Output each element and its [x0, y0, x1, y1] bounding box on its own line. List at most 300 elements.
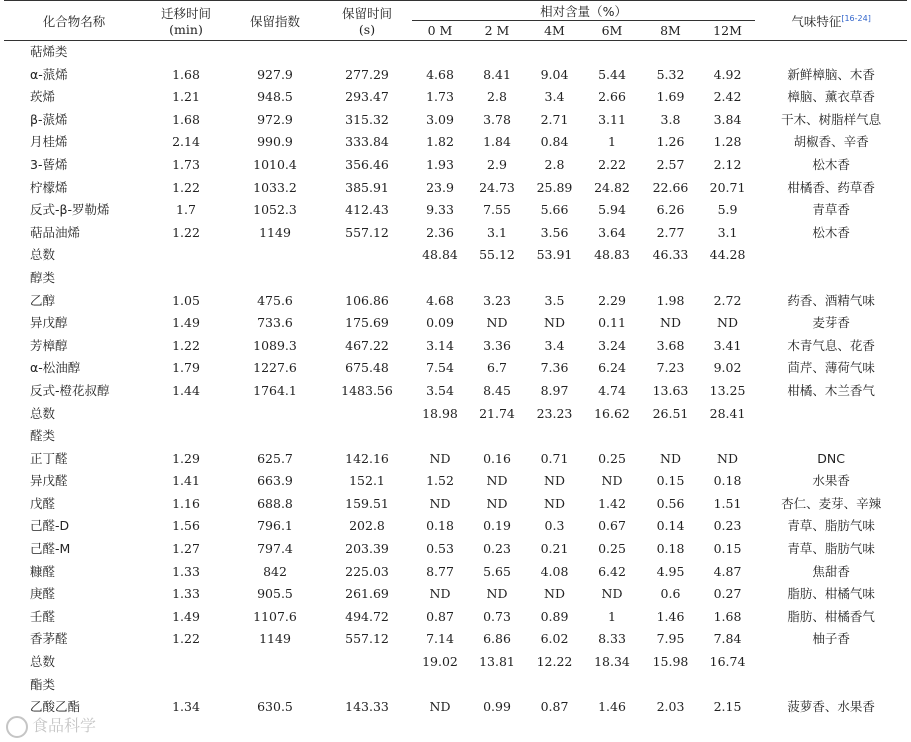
empty-cell [228, 674, 322, 697]
table-row [4, 290, 907, 313]
content-cell: 8.41 [483, 66, 511, 82]
content-cell: 0.84 [540, 134, 569, 150]
table-row [4, 199, 907, 222]
migration-time-cell: 1.49 [172, 608, 200, 624]
content-cell: ND [486, 315, 508, 331]
content-cell: 5.32 [656, 66, 685, 82]
content-cell: 1.52 [426, 473, 454, 489]
retention-index-cell: 1010.4 [253, 156, 297, 172]
empty-cell [526, 674, 583, 697]
content-cell: 3.23 [483, 292, 511, 308]
empty-cell [468, 425, 526, 448]
content-cell: 48.83 [594, 247, 630, 263]
odor-cell: 木青气息、花香 [787, 337, 875, 353]
content-cell: 1.28 [713, 134, 742, 150]
category-label: 醇类 [30, 269, 56, 285]
retention-index-cell: 630.5 [257, 699, 293, 715]
retention-index-cell: 797.4 [257, 541, 293, 557]
compound-name: 芳樟醇 [30, 337, 68, 353]
content-cell: 2.12 [713, 156, 742, 172]
table-body [4, 41, 907, 719]
content-cell: 0.53 [426, 541, 454, 557]
table-row [4, 583, 907, 606]
retention-time-cell: 175.69 [345, 315, 389, 331]
content-cell: 3.54 [426, 382, 454, 398]
compound-name: α-松油醇 [30, 360, 81, 376]
compound-name: 3-蒈烯 [30, 156, 68, 172]
content-cell: 44.28 [709, 247, 746, 263]
content-cell: 7.14 [426, 631, 454, 647]
content-cell: 3.4 [544, 337, 565, 353]
content-cell: 4.68 [426, 292, 454, 308]
odor-cell: 菠萝香、水果香 [787, 699, 875, 715]
content-cell: 0.15 [713, 541, 742, 557]
odor-cell: 茴芹、薄荷气味 [787, 360, 875, 376]
table-row [4, 312, 907, 335]
header-retention-time-unit: (s) [358, 22, 376, 37]
content-cell: 23.9 [426, 179, 454, 195]
retention-time-cell: 159.51 [345, 495, 389, 511]
retention-index-cell: 663.9 [257, 473, 293, 489]
content-cell: 25.89 [536, 179, 573, 195]
content-cell: 0.11 [598, 315, 626, 331]
content-cell: ND [486, 473, 508, 489]
content-cell: 16.74 [709, 654, 746, 670]
content-cell: 0.23 [713, 518, 742, 534]
header-name: 化合物名称 [4, 1, 144, 41]
content-cell: 3.09 [426, 111, 454, 127]
content-cell: 1.46 [656, 608, 685, 624]
content-cell: 2.57 [656, 156, 685, 172]
compound-name: 乙酸乙酯 [30, 699, 81, 715]
retention-time-cell: 385.91 [345, 179, 389, 195]
odor-cell: 青草、脂肪气味 [787, 518, 875, 534]
content-cell: ND [544, 473, 565, 489]
content-cell: 0.18 [426, 518, 454, 534]
table-row [4, 470, 907, 493]
retention-time-cell: 203.39 [345, 541, 389, 557]
content-cell: 0.14 [656, 518, 685, 534]
empty-cell [583, 425, 641, 448]
odor-cell: 干木、树脂样气息 [781, 111, 882, 127]
content-cell: 0.3 [544, 518, 565, 534]
content-cell: 1.98 [656, 292, 685, 308]
retention-index-cell: 1107.6 [253, 608, 297, 624]
empty-cell [228, 244, 322, 267]
migration-time-cell: 1.27 [172, 541, 200, 557]
empty-cell [322, 651, 412, 674]
empty-cell [144, 674, 228, 697]
category-row [4, 425, 907, 448]
compound-name: α-蒎烯 [30, 66, 68, 82]
empty-cell [700, 41, 755, 64]
empty-cell [526, 267, 583, 290]
empty-cell [144, 244, 228, 267]
compound-name: 糠醛 [30, 563, 56, 579]
empty-cell [755, 41, 907, 64]
category-label: 酯类 [30, 676, 56, 692]
empty-cell [583, 267, 641, 290]
retention-index-cell: 1052.3 [253, 202, 297, 218]
content-cell: 3.41 [713, 337, 742, 353]
empty-cell [412, 425, 468, 448]
content-cell: 53.91 [536, 247, 573, 263]
content-cell: 2.15 [713, 699, 742, 715]
retention-index-cell: 905.5 [257, 586, 293, 602]
content-cell: ND [429, 450, 451, 466]
content-cell: ND [544, 495, 565, 511]
empty-cell [322, 403, 412, 426]
empty-cell [755, 674, 907, 697]
content-cell: 2.29 [598, 292, 626, 308]
empty-cell [322, 425, 412, 448]
content-cell: 1 [608, 608, 616, 624]
content-cell: 2.71 [540, 111, 569, 127]
empty-cell [322, 674, 412, 697]
content-cell: 1.69 [656, 89, 685, 105]
retention-index-cell: 972.9 [257, 111, 293, 127]
table-row [4, 86, 907, 109]
migration-time-cell: 1.56 [172, 518, 200, 534]
compound-name: 萜品油烯 [30, 224, 81, 240]
content-cell: ND [429, 699, 451, 715]
content-cell: 19.02 [422, 654, 458, 670]
compound-name: 乙醇 [30, 292, 56, 308]
content-cell: 7.55 [483, 202, 511, 218]
empty-cell [144, 267, 228, 290]
empty-cell [526, 41, 583, 64]
total-label: 总数 [30, 405, 56, 421]
retention-index-cell: 927.9 [257, 66, 293, 82]
content-cell: 6.02 [540, 631, 569, 647]
retention-index-cell: 1149 [259, 224, 291, 240]
header-retention-time [322, 1, 412, 41]
migration-time-cell: 1.44 [172, 382, 200, 398]
content-cell: 12.22 [536, 654, 573, 670]
content-cell: 1.68 [713, 608, 742, 624]
content-cell: 2.72 [713, 292, 742, 308]
compound-name: 戊醛 [30, 495, 56, 511]
content-cell: ND [660, 315, 681, 331]
content-cell: 2.8 [544, 156, 565, 172]
retention-index-cell: 1089.3 [253, 337, 297, 353]
empty-cell [755, 651, 907, 674]
content-cell: 0.73 [483, 608, 511, 624]
content-cell: 3.8 [660, 111, 681, 127]
content-cell: 0.23 [483, 541, 511, 557]
content-cell: 0.99 [483, 699, 511, 715]
retention-index-cell: 796.1 [257, 518, 293, 534]
content-cell: 2.66 [598, 89, 626, 105]
table-row [4, 561, 907, 584]
retention-time-cell: 293.47 [345, 89, 389, 105]
compound-name: 异戊醛 [30, 473, 68, 489]
content-cell: 3.11 [598, 111, 626, 127]
empty-cell [468, 267, 526, 290]
odor-cell: 樟脑、薰衣草香 [787, 89, 875, 105]
retention-time-cell: 467.22 [345, 337, 389, 353]
empty-cell [468, 674, 526, 697]
content-cell: 23.23 [536, 405, 573, 421]
content-cell: 3.84 [713, 111, 742, 127]
content-cell: ND [601, 586, 623, 602]
empty-cell [322, 267, 412, 290]
table-row [4, 335, 907, 358]
total-label: 总数 [30, 654, 56, 670]
odor-cell: 松木香 [812, 156, 850, 172]
retention-time-cell: 143.33 [345, 699, 389, 715]
empty-cell [641, 41, 700, 64]
table-row [4, 696, 907, 719]
content-cell: 16.62 [594, 405, 630, 421]
content-cell: 5.9 [717, 202, 738, 218]
content-cell: 13.81 [479, 654, 515, 670]
content-cell: 3.1 [487, 224, 507, 240]
content-cell: 18.34 [594, 654, 630, 670]
table-row [4, 380, 907, 403]
empty-cell [641, 674, 700, 697]
total-row [4, 244, 907, 267]
migration-time-cell: 1.49 [172, 315, 200, 331]
empty-cell [755, 244, 907, 267]
retention-time-cell: 152.1 [349, 473, 385, 489]
content-cell: 5.66 [540, 202, 569, 218]
content-cell: 3.68 [656, 337, 685, 353]
content-cell: 0.15 [656, 473, 685, 489]
empty-cell [641, 267, 700, 290]
header-month: 12M [700, 21, 755, 41]
content-cell: 3.64 [598, 224, 626, 240]
compound-table [4, 0, 907, 719]
content-cell: 7.36 [540, 360, 569, 376]
content-cell: 24.73 [479, 179, 515, 195]
table-row [4, 448, 907, 471]
content-cell: 13.25 [709, 382, 746, 398]
migration-time-cell: 1.22 [172, 337, 200, 353]
content-cell: 4.68 [426, 66, 454, 82]
table-row [4, 538, 907, 561]
empty-cell [412, 267, 468, 290]
migration-time-cell: 1.33 [172, 586, 200, 602]
content-cell: 8.77 [426, 563, 454, 579]
migration-time-cell: 1.05 [172, 292, 200, 308]
content-cell: ND [601, 473, 623, 489]
header-month: 0 M [412, 21, 468, 41]
category-label: 醛类 [30, 428, 56, 444]
empty-cell [583, 674, 641, 697]
retention-time-cell: 202.8 [349, 518, 385, 534]
odor-cell: 松木香 [812, 224, 850, 240]
content-cell: 0.89 [540, 608, 569, 624]
retention-time-cell: 261.69 [345, 586, 389, 602]
content-cell: 5.94 [598, 202, 626, 218]
retention-time-cell: 1483.56 [341, 382, 393, 398]
odor-cell: 胡椒香、辛香 [793, 134, 869, 150]
retention-time-cell: 142.16 [345, 450, 389, 466]
odor-cell: 新鲜樟脑、木香 [787, 66, 875, 82]
retention-index-cell: 990.9 [257, 134, 293, 150]
retention-time-cell: 106.86 [345, 292, 389, 308]
content-cell: 0.25 [598, 450, 626, 466]
content-cell: 6.42 [598, 563, 626, 579]
content-cell: 1 [608, 134, 616, 150]
content-cell: ND [429, 495, 451, 511]
odor-cell: 药香、酒精气味 [787, 292, 875, 308]
content-cell: 22.66 [652, 179, 689, 195]
content-cell: 8.45 [483, 382, 511, 398]
migration-time-cell: 1.73 [172, 156, 200, 172]
content-cell: ND [429, 586, 451, 602]
retention-index-cell: 475.6 [257, 292, 293, 308]
content-cell: 2.42 [713, 89, 742, 105]
compound-name: 柠檬烯 [30, 179, 68, 195]
content-cell: 1.93 [426, 156, 454, 172]
table-row [4, 109, 907, 132]
empty-cell [322, 244, 412, 267]
compound-name: 月桂烯 [30, 134, 68, 150]
content-cell: 18.98 [422, 405, 458, 421]
watermark-text: 食品科学 [32, 716, 97, 735]
content-cell: 4.92 [713, 66, 742, 82]
retention-index-cell: 733.6 [257, 315, 293, 331]
odor-cell: 柑橘、木兰香气 [787, 382, 875, 398]
content-cell: 7.54 [426, 360, 454, 376]
header-month: 6M [583, 21, 641, 41]
empty-cell [412, 41, 468, 64]
content-cell: 6.86 [483, 631, 511, 647]
content-cell: 3.5 [544, 292, 565, 308]
odor-cell: 青草香 [812, 202, 850, 218]
content-cell: 9.04 [540, 66, 569, 82]
table-row [4, 628, 907, 651]
migration-time-cell: 1.34 [172, 699, 200, 715]
retention-index-cell: 1149 [259, 631, 291, 647]
migration-time-cell: 1.29 [172, 450, 200, 466]
migration-time-cell: 1.33 [172, 563, 200, 579]
retention-time-cell: 315.32 [345, 111, 389, 127]
content-cell: 3.36 [483, 337, 511, 353]
header-month: 4M [526, 21, 583, 41]
content-cell: 6.7 [487, 360, 507, 376]
empty-cell [641, 425, 700, 448]
content-cell: 8.33 [598, 631, 626, 647]
content-cell: 24.82 [594, 179, 630, 195]
header-odor-ref: [16-24] [841, 13, 871, 23]
compound-name: 反式-β-罗勒烯 [30, 202, 110, 218]
retention-time-cell: 356.46 [345, 156, 389, 172]
retention-time-cell: 494.72 [345, 608, 389, 624]
content-cell: 0.18 [656, 541, 685, 557]
migration-time-cell: 1.22 [172, 179, 200, 195]
content-cell: ND [717, 315, 739, 331]
migration-time-cell: 1.7 [176, 202, 196, 218]
retention-index-cell: 688.8 [257, 495, 293, 511]
content-cell: 28.41 [709, 405, 746, 421]
content-cell: 1.51 [713, 495, 742, 511]
category-row [4, 674, 907, 697]
content-cell: 3.1 [717, 224, 738, 240]
retention-index-cell: 1227.6 [253, 360, 297, 376]
content-cell: 3.4 [544, 89, 565, 105]
content-cell: 15.98 [652, 654, 689, 670]
content-cell: 7.95 [656, 631, 685, 647]
odor-cell: 柑橘香、药草香 [787, 179, 875, 195]
content-cell: 1.73 [426, 89, 454, 105]
content-cell: 2.36 [426, 224, 454, 240]
content-cell: ND [486, 495, 508, 511]
odor-cell: 柚子香 [812, 631, 850, 647]
content-cell: 0.56 [656, 495, 685, 511]
content-cell: 0.6 [660, 586, 681, 602]
empty-cell [755, 403, 907, 426]
content-cell: 2.22 [598, 156, 626, 172]
retention-index-cell: 1033.2 [253, 179, 297, 195]
content-cell: 1.82 [426, 134, 454, 150]
header-odor-label: 气味特征 [791, 13, 842, 29]
content-cell: ND [717, 450, 739, 466]
content-cell: 0.19 [483, 518, 511, 534]
table-row [4, 493, 907, 516]
empty-cell [144, 41, 228, 64]
category-row [4, 41, 907, 64]
empty-cell [700, 674, 755, 697]
content-cell: 21.74 [479, 405, 515, 421]
content-cell: 26.51 [652, 405, 689, 421]
compound-name: 正丁醛 [30, 450, 68, 466]
header-month: 8M [641, 21, 700, 41]
content-cell: 9.33 [426, 202, 454, 218]
content-cell: 2.77 [656, 224, 685, 240]
migration-time-cell: 1.16 [172, 495, 200, 511]
content-cell: ND [660, 450, 681, 466]
content-cell: 8.97 [540, 382, 569, 398]
compound-name: 莰烯 [30, 89, 56, 105]
table-row [4, 131, 907, 154]
odor-cell: 青草、脂肪气味 [787, 541, 875, 557]
retention-index-cell: 842 [263, 563, 287, 579]
odor-cell: 焦甜香 [812, 563, 850, 579]
migration-time-cell: 1.68 [172, 66, 200, 82]
compound-name: 反式-橙花叔醇 [30, 382, 110, 398]
content-cell: 3.78 [483, 111, 511, 127]
empty-cell [228, 425, 322, 448]
empty-cell [700, 425, 755, 448]
migration-time-cell: 2.14 [172, 134, 200, 150]
total-row [4, 651, 907, 674]
content-cell: 2.9 [487, 156, 507, 172]
header-odor [755, 1, 907, 41]
compound-name: β-蒎烯 [30, 111, 68, 127]
migration-time-cell: 1.41 [172, 473, 200, 489]
category-row [4, 267, 907, 290]
odor-cell: 脂肪、柑橘香气 [787, 608, 875, 624]
content-cell: 4.74 [598, 382, 626, 398]
content-cell: ND [486, 586, 508, 602]
header-migration-time-label: 迁移时间 [160, 6, 211, 21]
table-row [4, 222, 907, 245]
table-row [4, 154, 907, 177]
content-cell: 0.21 [540, 541, 569, 557]
content-cell: 55.12 [479, 247, 515, 263]
empty-cell [468, 41, 526, 64]
table-row [4, 64, 907, 87]
content-cell: 1.26 [656, 134, 685, 150]
content-cell: 46.33 [652, 247, 689, 263]
total-label: 总数 [30, 247, 56, 263]
content-cell: 4.95 [656, 563, 685, 579]
compound-name: 己醛-D [30, 518, 70, 534]
migration-time-cell: 1.22 [172, 224, 200, 240]
